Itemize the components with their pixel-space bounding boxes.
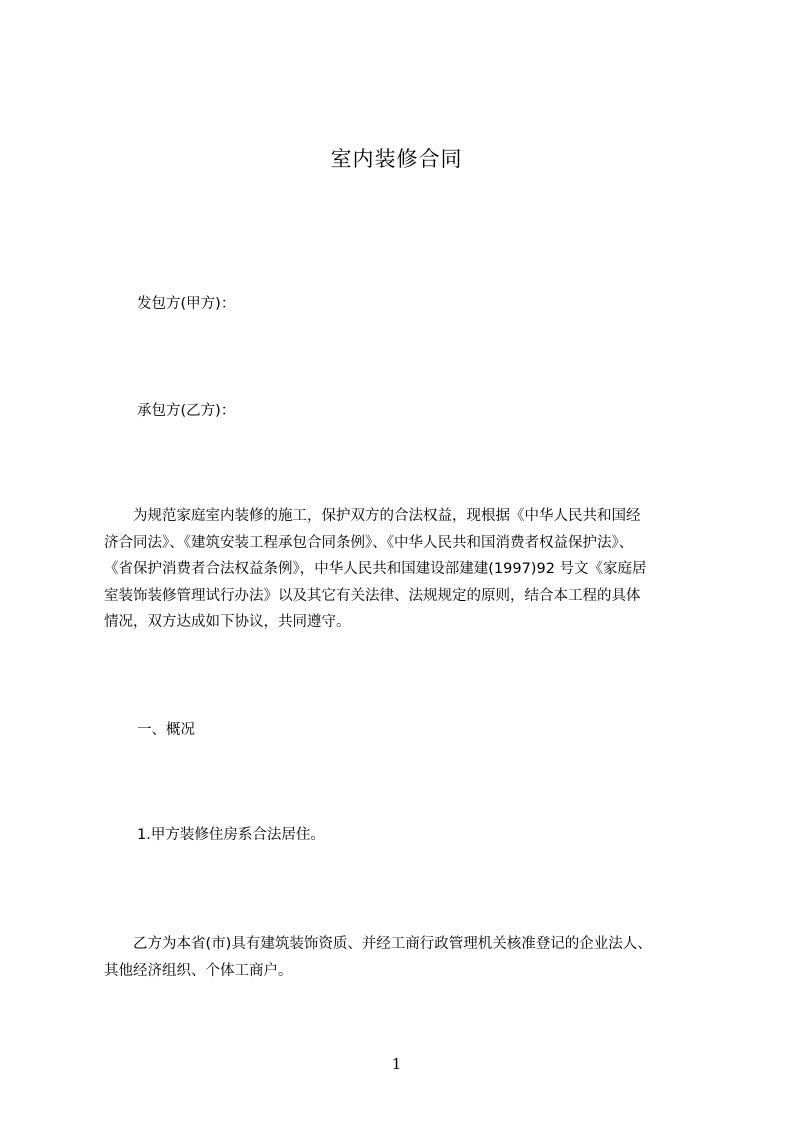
preamble-line: 为规范家庭室内装修的施工，保护双方的合法权益，现根据《中华人民共和国经 — [104, 508, 641, 524]
party-a-label: 发包方(甲方)： — [137, 296, 236, 312]
clause-line: 其他经济组织、个体工商户。 — [104, 963, 293, 979]
preamble-line: 济合同法》、《建筑安装工程承包合同条例》、《中华人民共和国消费者权益保护法》、 — [104, 534, 634, 551]
section-heading-overview: 一、概况 — [137, 722, 195, 738]
preamble-paragraph — [104, 503, 724, 636]
clause-item-1: 1.甲方装修住房系合法居住。 — [137, 827, 325, 843]
preamble-line: 室装饰装修管理试行办法》以及其它有关法律、法规规定的原则，结合本工程的具体 — [104, 587, 641, 604]
clause-paragraph — [104, 931, 724, 985]
party-b-label: 承包方(乙方)： — [137, 403, 236, 419]
document-title: 室内装修合同 — [330, 147, 463, 171]
page-number: 1 — [391, 1055, 402, 1073]
preamble-line: 情况，双方达成如下协议，共同遵守。 — [104, 614, 351, 630]
preamble-line: 《省保护消费者合法权益条例》，中华人民共和国建设部建建(1997)92 号文《家庭居 — [104, 561, 647, 577]
clause-line: 乙方为本省(市)具有建筑装饰资质、并经工商行政管理机关核准登记的企业法人、 — [104, 936, 652, 952]
